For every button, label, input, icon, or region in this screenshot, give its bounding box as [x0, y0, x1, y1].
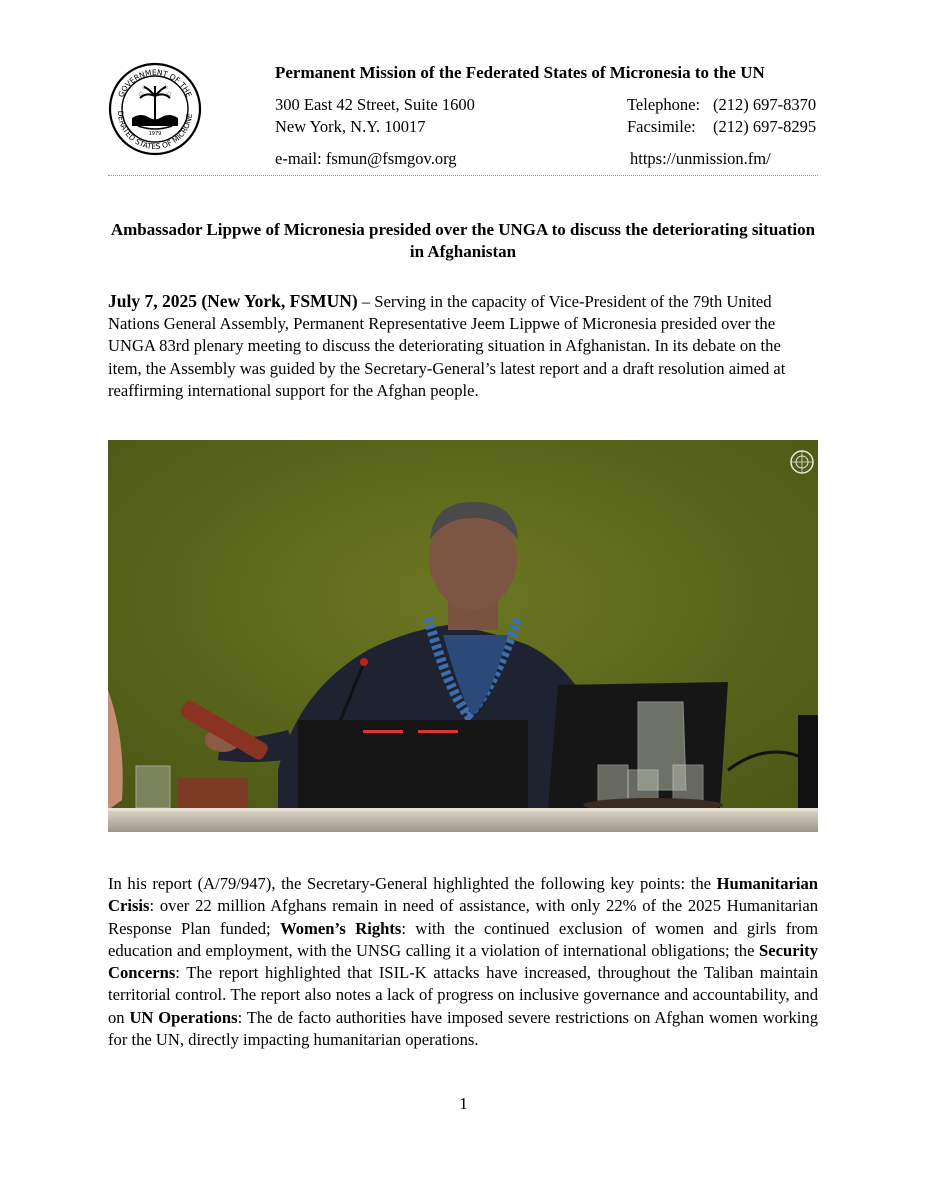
svg-text:☆: ☆ — [163, 85, 169, 91]
fsm-seal-logo — [108, 62, 202, 156]
facsimile-line — [627, 117, 816, 137]
mission-name: Permanent Mission of the Federated States of Micronesia to the UN — [275, 63, 765, 82]
un-emblem-icon — [791, 451, 813, 473]
svg-text:☆: ☆ — [141, 85, 147, 91]
svg-text:GOVERNMENT OF THE: GOVERNMENT OF THE — [116, 67, 194, 99]
dateline: July 7, 2025 (New York, FSMUN) — [108, 291, 358, 311]
page-number: 1 — [459, 1094, 468, 1113]
telephone-label: Telephone: — [627, 95, 701, 114]
unga-photo — [108, 440, 818, 832]
letterhead-divider — [108, 175, 818, 176]
report-paragraph — [108, 873, 818, 1051]
press-release-headline: Ambassador Lippwe of Micronesia presided over the UNGA to discuss the deteriorating situation in Afghanistan — [110, 220, 816, 261]
svg-text:1979: 1979 — [148, 131, 162, 137]
website-link[interactable]: https://unmission.fm/ — [630, 149, 771, 168]
svg-text:☆: ☆ — [165, 90, 173, 98]
humanitarian-crisis-term: Humanitarian Crisis — [108, 874, 818, 916]
security-concerns-term: Security Concerns — [108, 940, 818, 983]
facsimile-label: Facsimile: — [627, 117, 696, 136]
address-line-1: 300 East 42 Street, Suite 1600 — [275, 95, 475, 114]
report-text-4: : The report highlighted that ISIL-K attacks have increased, throughout the Taliban maintain territorial control. The report also notes a lack of progress on inclusive governance and accountability, and on — [108, 963, 818, 1027]
report-text-2: : over 22 million Afghans remain in need of assistance, with only 22% of the 2025 Humanitarian Response Plan funded; — [108, 896, 818, 938]
svg-text:FEDERATED STATES OF MICRONESIA: DERATED STATES OF MICRONE — [115, 110, 195, 152]
address-line-2: New York, N.Y. 10017 — [275, 117, 426, 136]
report-text-3: : with the continued exclusion of women and girls from education and employment, with the UNSG calling it a violation of international obligations; the — [108, 918, 819, 960]
telephone-line — [627, 95, 816, 115]
intro-paragraph-text: – Serving in the capacity of Vice-President of the 79th United Nations General Assembly, Permanent Representative Jeem Lippwe of Micronesia presided over the UNGA 83rd plenary meeting to discuss the deteriorating situation in Afghanistan. In its debate on the item, the Assembly was guided by the Secretary-General’s latest report and a draft resolution aimed at reaffirming international support for the Afghan people. — [108, 292, 786, 400]
facsimile-number: (212) 697-8295 — [713, 117, 817, 136]
report-text-1: In his report (A/79/947), the Secretary-General highlighted the following key points: the — [108, 874, 717, 893]
intro-paragraph — [108, 290, 818, 402]
un-operations-term: UN Operations — [129, 1007, 238, 1027]
email-address[interactable]: e-mail: fsmun@fsmgov.org — [275, 149, 457, 168]
svg-text:☆: ☆ — [137, 90, 145, 98]
telephone-number: (212) 697-8370 — [713, 95, 817, 114]
report-text-5: : The de facto authorities have imposed severe restrictions on Afghan women working for the UN, directly impacting humanitarian operations. — [108, 1007, 818, 1050]
womens-rights-term: Women’s Rights — [280, 918, 402, 938]
